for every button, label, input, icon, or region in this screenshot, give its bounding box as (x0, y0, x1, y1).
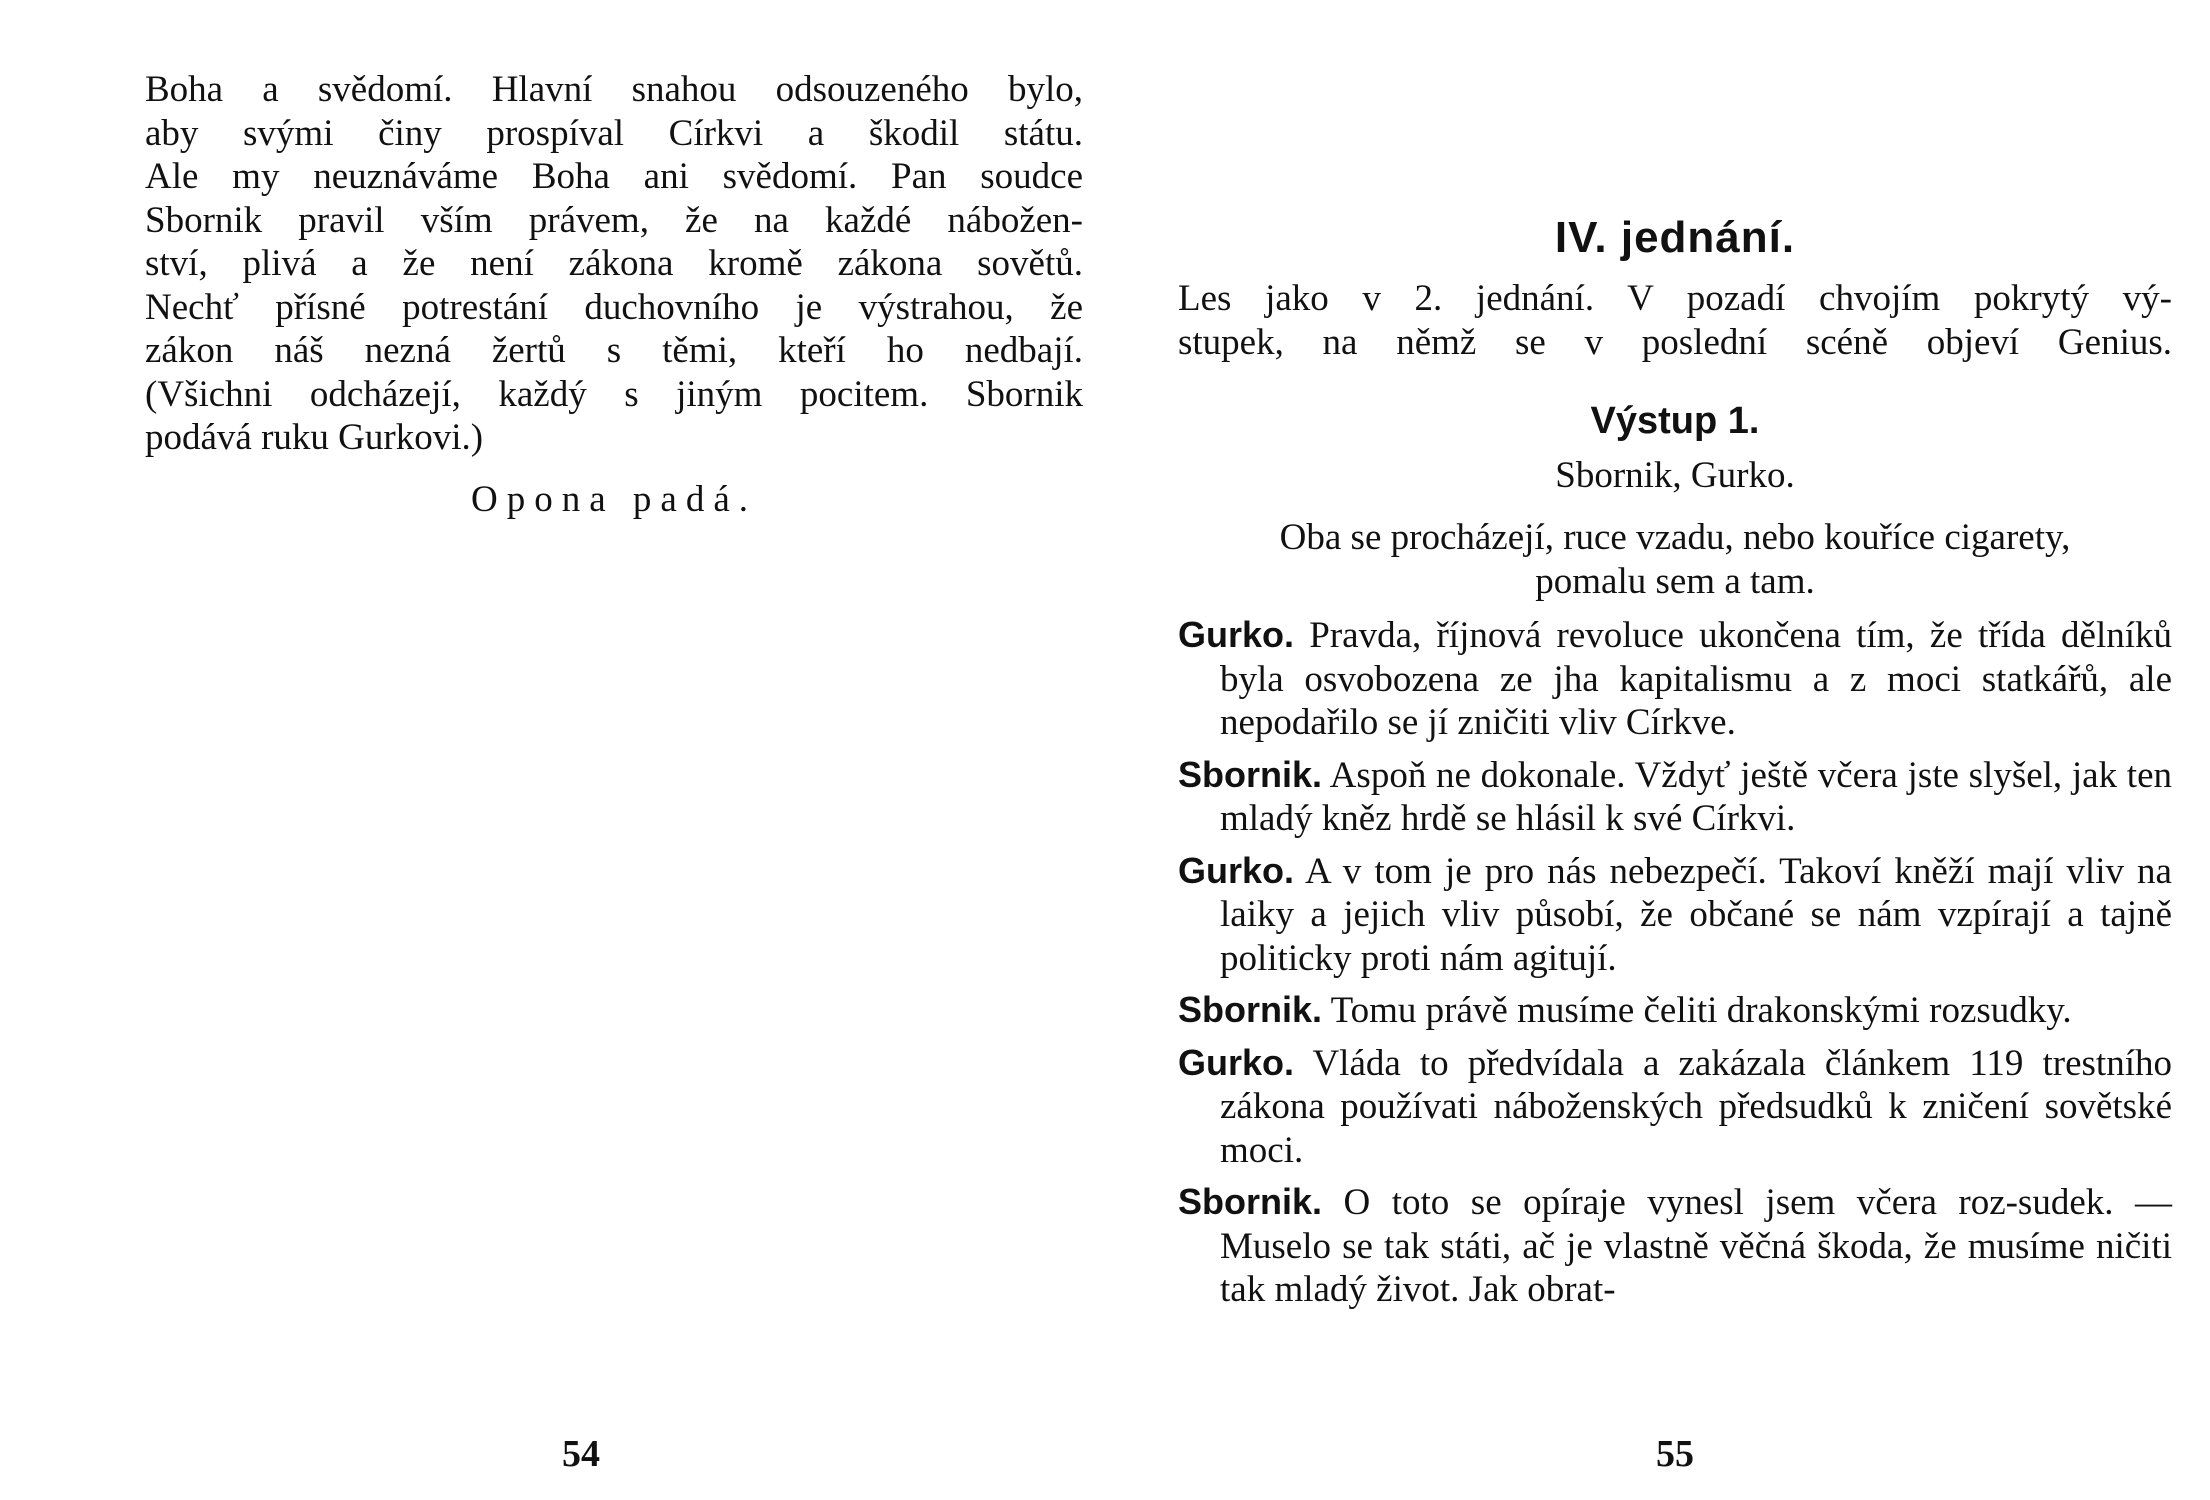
left-page (145, 0, 1083, 1500)
text-line: podává ruku Gurkovi.) (145, 417, 484, 458)
speech-text: Aspoň ne dokonale. Vždyť ještě včera jste slyšel, jak ten mladý kněz hrdě se hlásil k své Církvi. (1220, 754, 2172, 839)
text-line: (Všichni odcházejí, každý s jiným pocitem. Sbornik (145, 373, 1083, 415)
text-line: ství, plivá a že není zákona kromě zákona sovětů. (145, 243, 1083, 284)
stage-setting (1178, 277, 2172, 364)
speech (1178, 1041, 2172, 1173)
text-line: stupek, na němž se v poslední scéně objeví Genius. (1178, 321, 2172, 363)
text-line: zákon náš nezná žertů s těmi, kteří ho nedbají. (145, 330, 1083, 371)
text-line: pomalu sem a tam. (1535, 560, 1815, 602)
speech (1178, 753, 2172, 841)
speaker-name: Gurko. (1178, 1041, 1295, 1083)
speech-text: O toto se opíraje vynesl jsem včera roz-sudek. — Muselo se tak státi, ač je vlastně věčná škoda, že musíme ničiti tak mladý život. Jak obrat- (1220, 1182, 2172, 1310)
scene-title: Výstup 1. (1590, 400, 1760, 442)
page-number: 54 (562, 1433, 600, 1475)
text-line: Oba se procházejí, ruce vzadu, nebo kouříce cigarety, (1279, 517, 2071, 558)
act-title: IV. jednání. (1554, 213, 1796, 262)
right-page (1178, 0, 2172, 1500)
curtain-falls: Opona padá. (471, 479, 757, 520)
speech-text: Tomu právě musíme čeliti drakonskými rozsudky. (1330, 990, 2072, 1031)
dialogue (1178, 613, 2172, 1320)
text-line: aby svými činy prospíval Církvi a škodil státu. (145, 112, 1083, 154)
book-gutter (1105, 0, 1106, 1500)
speech (1178, 613, 2172, 745)
speaker-name: Gurko. (1178, 614, 1295, 655)
speech-text: Pravda, říjnová revoluce ukončena tím, že třída dělníků byla osvobozena ze jha kapitalismu a z moci statkářů, ale nepodařilo se jí zničiti vliv Církve. (1220, 615, 2173, 743)
speaker-name: Sbornik. (1178, 989, 1323, 1030)
page-number: 55 (1656, 1433, 1694, 1475)
speaker-name: Sbornik. (1178, 753, 1323, 795)
text-line: Sbornik pravil vším právem, že na každé nábožen- (145, 199, 1083, 241)
speech (1178, 988, 2172, 1033)
speech-text: A v tom je pro nás nebezpečí. Takoví kněží mají vliv na laiky a jejich vliv působí, že občané se nám vzpírají a tajně politicky proti nám agitují. (1220, 850, 2172, 979)
scene-cast: Sbornik, Gurko. (1555, 455, 1795, 496)
speech (1178, 849, 2172, 981)
scene-direction (1178, 516, 2172, 603)
text-line: Les jako v 2. jednání. V pozadí chvojím pokrytý vý- (1178, 278, 2172, 319)
speech (1178, 1180, 2172, 1312)
left-page-text (145, 68, 1083, 460)
text-line: Ale my neuznáváme Boha ani svědomí. Pan soudce (145, 156, 1083, 197)
speaker-name: Sbornik. (1178, 1181, 1323, 1222)
speaker-name: Gurko. (1178, 849, 1295, 891)
text-line: Nechť přísné potrestání duchovního je výstrahou, že (145, 286, 1083, 328)
text-line: Boha a svědomí. Hlavní snahou odsouzeného bylo, (145, 69, 1083, 110)
speech-text: Vláda to předvídala a zakázala článkem 119 trestního zákona používati náboženských předsudků k zničení sovětské moci. (1220, 1042, 2172, 1171)
